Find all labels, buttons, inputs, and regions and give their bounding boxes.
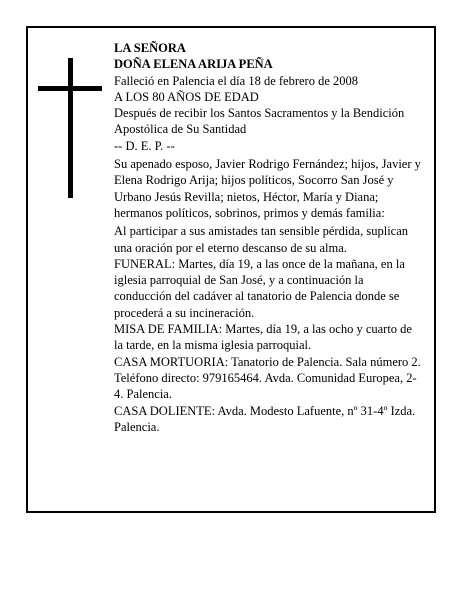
cross-horizontal-bar [38, 86, 102, 91]
title-line-1: LA SEÑORA [114, 41, 186, 55]
family-paragraph: Su apenado esposo, Javier Rodrigo Fernández; hijos, Javier y Elena Rodrigo Arija; hijos políticos, Socorro San José y Urbano Jesús Revilla; nietos, Héctor, María y Diana; hermanos políticos, sobrinos, primos y demás familia: [114, 157, 421, 220]
casa-mortuoria-paragraph: CASA MORTUORIA: Tanatorio de Palencia. Sala número 2. Teléfono directo: 979165464. Avda. Comunidad Europea, 2-4. Palencia. [114, 354, 421, 402]
notice-text [114, 40, 422, 435]
death-line: Falleció en Palencia el día 18 de febrero de 2008 [114, 73, 359, 88]
casa-doliente-paragraph: CASA DOLIENTE: Avda. Modesto Lafuente, nº 31-4º Izda. Palencia. [114, 403, 416, 434]
deceased-name: DOÑA ELENA ARIJA PEÑA [114, 57, 273, 72]
cross-vertical-bar [68, 58, 73, 198]
obituary-notice [26, 26, 436, 513]
request-paragraph: Al participar a sus amistades tan sensible pérdida, suplican una oración por el eterno descanso de su alma. [114, 224, 409, 255]
sacraments-paragraph: Después de recibir los Santos Sacramentos y la Bendición Apostólica de Su Santidad [114, 106, 405, 137]
funeral-paragraph: FUNERAL: Martes, día 19, a las once de la mañana, en la iglesia parroquial de San José, y a continuación la conducción del cadáver al tanatorio de Palencia donde se procederá a su incineración. [114, 256, 405, 320]
age-line: A LOS 80 AÑOS DE EDAD [114, 89, 259, 104]
dep-line: -- D. E. P. -- [114, 138, 175, 153]
misa-paragraph: MISA DE FAMILIA: Martes, día 19, a las ocho y cuarto de la tarde, en la misma iglesia parroquial. [114, 322, 412, 353]
